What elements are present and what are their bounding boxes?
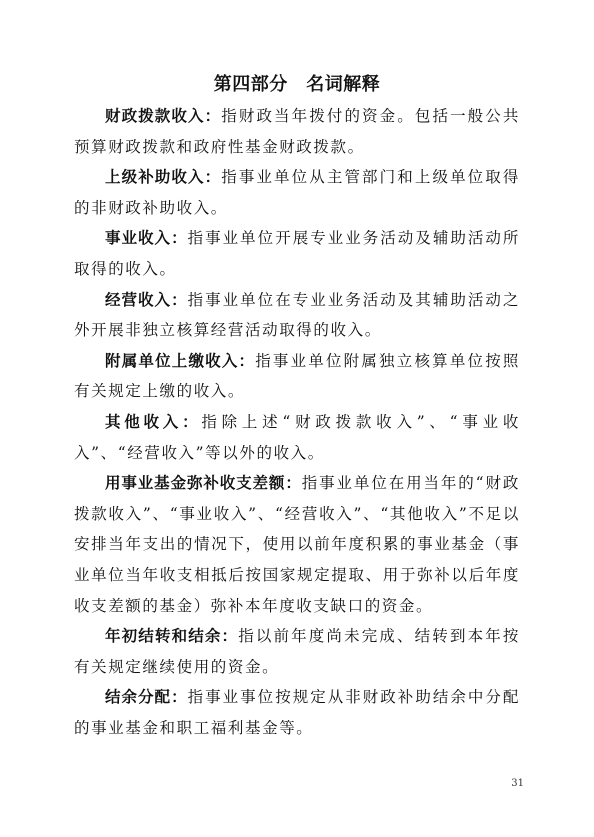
glossary-definition: 指事业单位开展专业业务活动及辅助活动所取得的收入。 bbox=[74, 229, 521, 278]
term-separator: ： bbox=[285, 474, 302, 493]
glossary-entry bbox=[74, 621, 520, 682]
term-separator: ： bbox=[238, 351, 256, 370]
glossary-entry bbox=[74, 468, 520, 621]
term-separator: ： bbox=[171, 229, 188, 248]
glossary-definition: 指事业事位按规定从非财政补助结余中分配的事业基金和职工福利基金等。 bbox=[74, 688, 521, 737]
glossary-term: 其他收入 bbox=[105, 412, 183, 431]
glossary-term: 上级补助收入 bbox=[105, 168, 205, 187]
term-separator: ： bbox=[182, 412, 202, 431]
glossary-entry bbox=[74, 162, 520, 223]
term-separator: ： bbox=[171, 290, 188, 309]
glossary-term: 附属单位上缴收入 bbox=[105, 351, 239, 370]
glossary-definition: 指事业单位在用当年的“财政拨款收入”、“事业收入”、“经营收入”、“其他收入”不足以安排当年支出的情况下，使用以前年度积累的事业基金（事业单位当年收支相抵后按国家规定提取、用于弥补以后年度收支差额的基金）弥补本年度收支缺口的资金。 bbox=[74, 474, 520, 615]
glossary-content bbox=[74, 101, 520, 743]
glossary-definition: 指以前年度尚未完成、结转到本年按有关规定继续使用的资金。 bbox=[74, 627, 520, 676]
glossary-term: 结余分配 bbox=[105, 688, 172, 707]
glossary-definition: 指除上述“财政拨款收入”、“事业收入”、“经营收入”等以外的收入。 bbox=[74, 412, 520, 462]
glossary-definition: 指财政当年拨付的资金。包括一般公共预算财政拨款和政府性基金财政拨款。 bbox=[74, 107, 520, 156]
glossary-entry bbox=[74, 407, 520, 468]
glossary-definition: 指事业单位在专业业务活动及其辅助活动之外开展非独立核算经营活动取得的收入。 bbox=[74, 290, 521, 340]
glossary-entry bbox=[74, 223, 520, 284]
glossary-entry bbox=[74, 101, 520, 162]
page-title: 第四部分 名词解释 bbox=[213, 74, 381, 95]
glossary-entry bbox=[74, 346, 520, 407]
term-separator: ： bbox=[204, 168, 222, 187]
term-separator: ： bbox=[171, 688, 188, 707]
term-separator: ： bbox=[204, 107, 222, 125]
glossary-term: 用事业基金弥补收支差额 bbox=[105, 474, 286, 493]
glossary-term: 年初结转和结余 bbox=[105, 627, 222, 646]
glossary-term: 经营收入 bbox=[105, 290, 172, 309]
glossary-term: 财政拨款收入 bbox=[105, 107, 205, 125]
term-separator: ： bbox=[221, 627, 239, 646]
glossary-entry bbox=[74, 285, 520, 346]
page-number: 31 bbox=[511, 778, 524, 789]
glossary-definition: 指事业单位从主管部门和上级单位取得的非财政补助收入。 bbox=[74, 168, 520, 217]
glossary-entry bbox=[74, 682, 520, 743]
glossary-term: 事业收入 bbox=[105, 229, 172, 248]
glossary-definition: 指事业单位附属独立核算单位按照有关规定上缴的收入。 bbox=[74, 351, 520, 401]
